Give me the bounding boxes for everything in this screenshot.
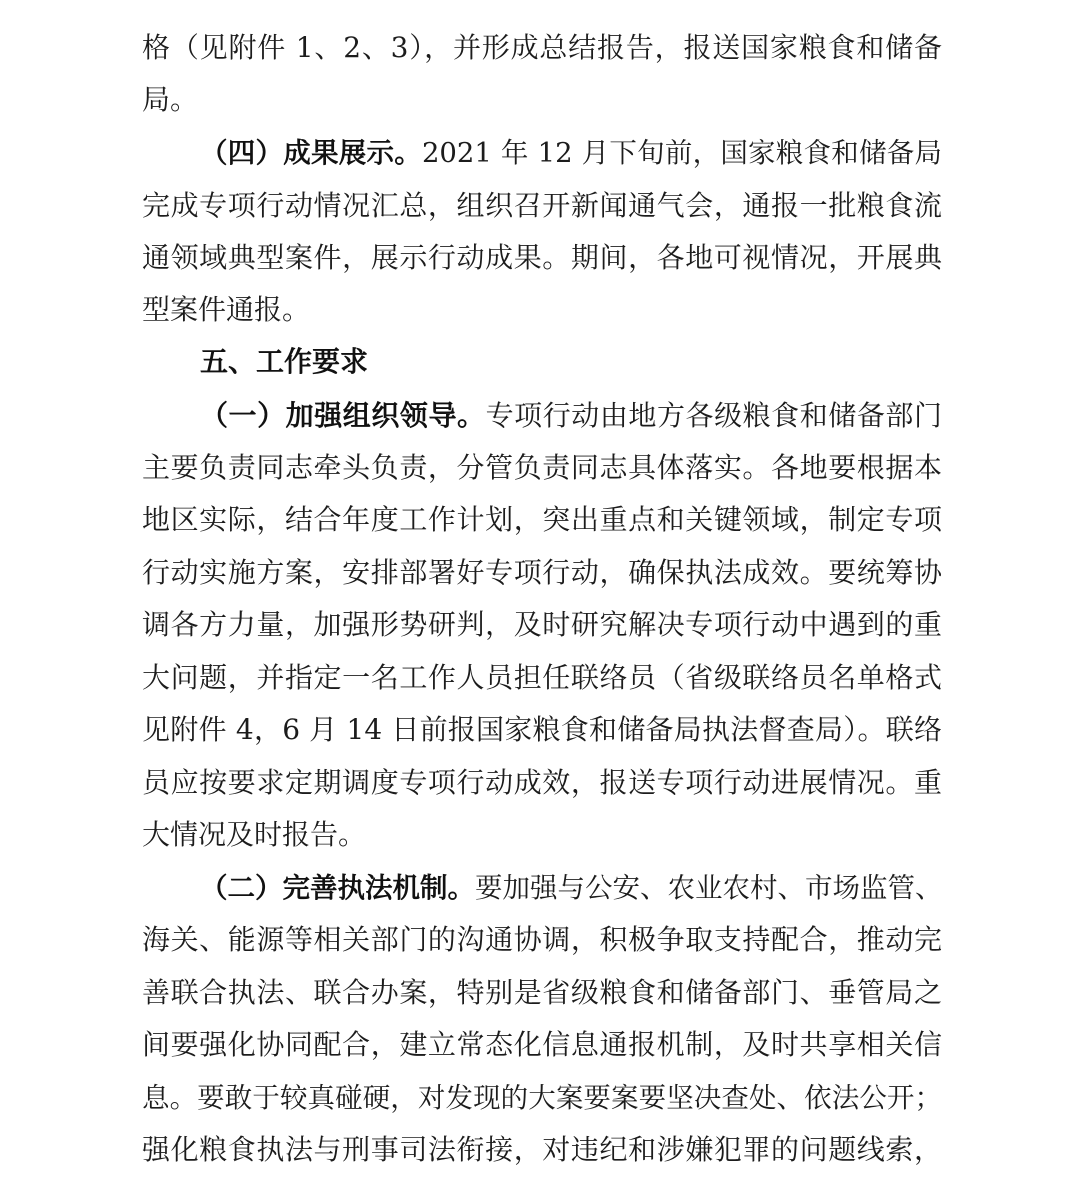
- text-line: 强化粮食执法与刑事司法衔接，对违纪和涉嫌犯罪的问题线索，: [142, 1133, 942, 1166]
- item-heading: （二）完善执法机制。: [200, 872, 475, 904]
- text-span: 要加强与公安、农业农村、市场监管、: [475, 872, 943, 904]
- item-heading: （一）加强组织领导。: [200, 399, 486, 432]
- text-line: 见附件 4，6 月 14 日前报国家粮食和储备局执法督查局）。联络: [142, 713, 942, 746]
- text-span: 2021 年 12 月下旬前，国家粮食和储备局: [421, 137, 943, 169]
- text-line: 海关、能源等相关部门的沟通协调，积极争取支持配合，推动完: [142, 923, 942, 956]
- text-line: 局。: [142, 83, 199, 116]
- text-line: 格（见附件 1、2、3），并形成总结报告，报送国家粮食和储备: [142, 31, 942, 64]
- text-line: 大问题，并指定一名工作人员担任联络员（省级联络员名单格式: [142, 661, 942, 694]
- text-line: 大情况及时报告。: [142, 818, 367, 851]
- item-heading: （四）成果展示。: [200, 137, 422, 169]
- text-line: 主要负责同志牵头负责，分管负责同志具体落实。各地要根据本: [142, 451, 942, 484]
- text-span: 专项行动由地方各级粮食和储备部门: [485, 399, 942, 432]
- text-line: 完成专项行动情况汇总，组织召开新闻通气会，通报一批粮食流: [142, 189, 942, 222]
- paragraph-item-one: [200, 396, 942, 436]
- paragraph-item-four: [200, 133, 942, 173]
- text-line: 地区实际，结合年度工作计划，突出重点和关键领域，制定专项: [142, 503, 942, 536]
- text-line: 通领域典型案件，展示行动成果。期间，各地可视情况，开展典: [142, 241, 942, 274]
- text-line: 息。要敢于较真碰硬，对发现的大案要案要坚决查处、依法公开；: [142, 1082, 942, 1114]
- text-line: 行动实施方案，安排部署好专项行动，确保执法成效。要统筹协: [142, 556, 942, 589]
- text-line: 员应按要求定期调度专项行动成效，报送专项行动进展情况。重: [142, 766, 942, 799]
- text-line: 型案件通报。: [142, 293, 311, 326]
- text-line: 善联合执法、联合办案，特别是省级粮食和储备部门、垂管局之: [142, 976, 942, 1009]
- paragraph-item-two: [200, 868, 942, 908]
- section-heading: 五、工作要求: [200, 345, 369, 378]
- text-line: 间要强化协同配合，建立常态化信息通报机制，及时共享相关信: [142, 1028, 942, 1061]
- text-line: 调各方力量，加强形势研判，及时研究解决专项行动中遇到的重: [142, 608, 942, 641]
